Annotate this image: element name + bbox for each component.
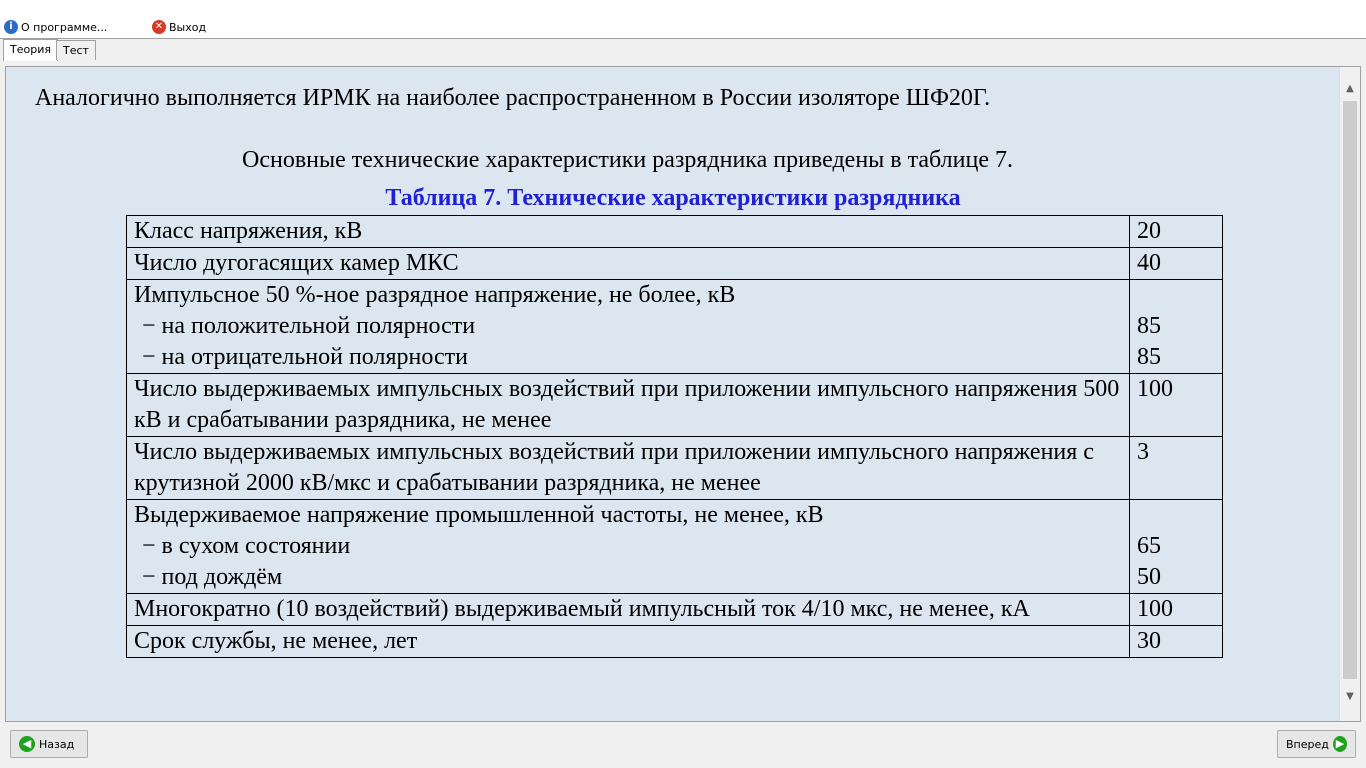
table-row: [127, 437, 1223, 500]
back-button[interactable]: [10, 730, 88, 758]
table-row: [127, 280, 1223, 374]
value-text: 85: [1137, 313, 1161, 339]
value-cell: [1130, 280, 1223, 374]
tab-theory[interactable]: Теория: [3, 39, 58, 61]
value-cell: 20: [1130, 216, 1223, 248]
table-title: Таблица 7. Технические характеристики разрядника: [385, 185, 961, 211]
table-row: [127, 594, 1223, 626]
arrow-right-icon: ▶: [1333, 736, 1347, 752]
intro-paragraph: Аналогично выполняется ИРМК на наиболее распространенном в России изоляторе ШФ20Г.: [35, 85, 991, 111]
param-cell: Многократно (10 воздействий) выдерживаемый импульсный ток 4/10 мкс, не менее, кА: [127, 594, 1130, 626]
forward-label: Вперед: [1286, 737, 1329, 751]
close-icon: ✕: [152, 20, 166, 34]
param-cell: [127, 280, 1130, 374]
table-row: [127, 248, 1223, 280]
value-spacer: [1137, 280, 1215, 311]
param-text: Импульсное 50 %-ное разрядное напряжение, не более, кВ: [134, 282, 736, 308]
value-cell: 100: [1130, 594, 1223, 626]
param-text: Выдерживаемое напряжение промышленной частоты, не менее, кВ: [134, 502, 824, 528]
param-cell: Число выдерживаемых импульсных воздействий при приложении импульсного напряжения 500 кВ и срабатывании разрядника, не менее: [127, 374, 1130, 437]
value-cell: 3: [1130, 437, 1223, 500]
back-label: Назад: [39, 737, 75, 751]
content-area: [6, 67, 1340, 721]
tab-bar: [0, 39, 1366, 61]
about-label: О программе...: [21, 20, 108, 34]
param-cell: Число выдерживаемых импульсных воздействий при приложении импульсного напряжения с крутизной 2000 кВ/мкс и срабатывании разрядника, не менее: [127, 437, 1130, 500]
value-cell: [1130, 500, 1223, 594]
table-row: [127, 216, 1223, 248]
param-sub-item: − в сухом состоянии: [142, 533, 351, 559]
param-cell: [127, 500, 1130, 594]
value-text: 85: [1137, 344, 1161, 370]
exit-button[interactable]: [152, 20, 206, 34]
scroll-up-icon[interactable]: ▲: [1346, 83, 1354, 94]
forward-button[interactable]: [1277, 730, 1356, 758]
value-cell: 40: [1130, 248, 1223, 280]
arrow-left-icon: ◀: [19, 736, 35, 752]
table-reference-paragraph: Основные технические характеристики разрядника приведены в таблице 7.: [242, 147, 1013, 173]
about-button[interactable]: [4, 20, 107, 34]
value-text: 50: [1137, 564, 1161, 590]
exit-label: Выход: [169, 20, 207, 34]
spec-table: [126, 215, 1223, 658]
param-sub-item: − под дождём: [142, 564, 283, 590]
value-text: 65: [1137, 533, 1161, 559]
info-icon: i: [4, 20, 18, 34]
param-cell: Число дугогасящих камер МКС: [127, 248, 1130, 280]
value-cell: 30: [1130, 626, 1223, 658]
param-sub-item: − на положительной полярности: [142, 313, 476, 339]
scroll-down-icon[interactable]: ▼: [1346, 691, 1354, 702]
table-row: [127, 374, 1223, 437]
value-cell: 100: [1130, 374, 1223, 437]
param-cell: Срок службы, не менее, лет: [127, 626, 1130, 658]
vertical-scrollbar[interactable]: [1339, 67, 1360, 721]
tab-test[interactable]: Тест: [56, 40, 96, 60]
table-row: [127, 626, 1223, 658]
param-sub-item: − на отрицательной полярности: [142, 344, 468, 370]
scrollbar-thumb[interactable]: [1343, 101, 1357, 679]
content-panel: [5, 66, 1361, 722]
value-spacer: [1137, 500, 1215, 531]
toolbar: [0, 0, 1366, 39]
param-cell: Класс напряжения, кВ: [127, 216, 1130, 248]
table-row: [127, 500, 1223, 594]
